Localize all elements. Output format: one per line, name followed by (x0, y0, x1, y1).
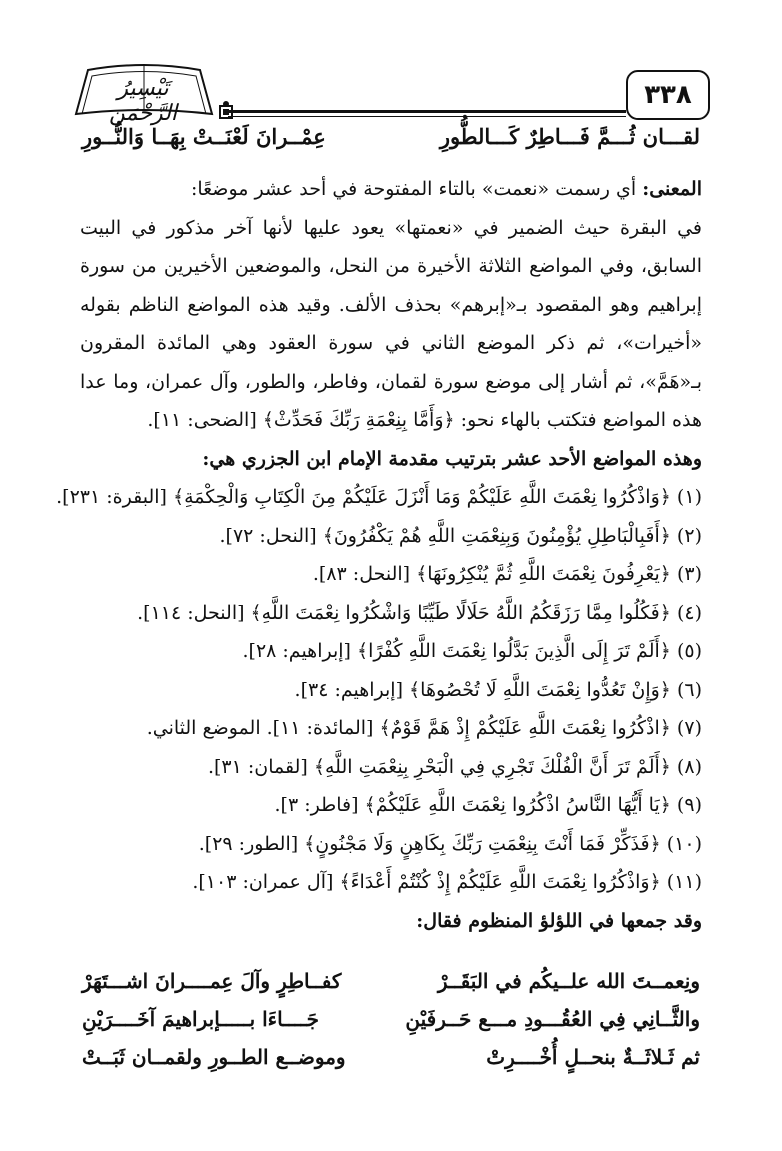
list-item: (١٠) ﴿فَذَكِّرْ فَمَا أَنْتَ بِنِعْمَتِ رَبِّكَ بِكَاهِنٍ وَلَا مَجْنُونٍ﴾ [الطور: ٢٩]. (198, 832, 702, 855)
list-item: (٧) ﴿اذْكُرُوا نِعْمَتَ اللَّهِ عَلَيْكُمْ إِذْ هَمَّ قَوْمٌ﴾ [المائدة: ١١]. الموضع الثاني. (146, 717, 702, 739)
header-rule-thin (228, 116, 626, 117)
explanation-paragraph: في البقرة حيث الضمير في «نعمتها» يعود عليها لأنها آخر مذكور في البيت السابق، وفي المواضع الثلاثة الأخيرة من النحل، والموضعين الأخيرين من سورة إبراهيم وهو المقصود بـ«إبرهم» بحذف الألف. وقيد هذه المواضع الناظم بقوله «أخيرات»، ثم ذكر الموضع الثاني في سورة العقود وهي المائدة المقرون بـ«هَمَّ»، ثم أشار إلى موضع سورة لقمان، وفاطر، والطور، وآل عمران، وما عدا هذه المواضع فتكتب بالهاء نحو: ﴿وَأَمَّا بِنِعْمَةِ رَبِّكَ فَحَدِّثْ﴾ [الضحى: ١١]. (80, 216, 702, 431)
list-item: (٨) ﴿أَلَمْ تَرَ أَنَّ الْفُلْكَ تَجْرِي فِي الْبَحْرِ بِنِعْمَتِ اللَّهِ﴾ [لقمان: ٣١]. (207, 755, 702, 778)
poem-hemistich-right: والثَّــانِي فِي العُقُـــودِ مـــع حَــرفَيْنِ (405, 1007, 700, 1031)
meaning-text: أي رسمت «نعمت» بالتاء المفتوحة في أحد عشر موضعًا: (190, 178, 637, 200)
list-item: (٦) ﴿وَإِنْ تَعُدُّوا نِعْمَتَ اللَّهِ لَا تُحْصُوهَا﴾ [إبراهيم: ٣٤]. (294, 678, 702, 701)
main-content (56, 170, 702, 940)
list-item: (٤) ﴿فَكُلُوا مِمَّا رَزَقَكُمُ اللَّهُ حَلَالًا طَيِّبًا وَاشْكُرُوا نِعْمَتَ اللَّهِ﴾ [النحل: ١١٤]. (137, 601, 702, 624)
poem-row (82, 1000, 700, 1038)
page-number: ٣٣٨ (626, 70, 710, 120)
list-item: (٢) ﴿أَفَبِالْبَاطِلِ يُؤْمِنُونَ وَبِنِعْمَتِ اللَّهِ هُمْ يَكْفُرُونَ﴾ [النحل: ٧٢]. (219, 524, 702, 547)
poem-hemistich-right: ونِعمــتَ الله علــيكُم في البَقَــرْ (437, 969, 700, 993)
poem-hemistich-left: جَــــاءَا بـــــإبراهيمَ آخَــــرَيْنِ (82, 1007, 319, 1031)
book-title: تَيْسِيرُ الرَّحْمَن (108, 76, 178, 126)
top-verse (82, 124, 700, 162)
top-verse-right: لقـــان ثُـــمَّ فَـــاطِرٌ كَـــالطُّورِ (439, 124, 700, 149)
list-item: (٥) ﴿أَلَمْ تَرَ إِلَى الَّذِينَ بَدَّلُوا نِعْمَتَ اللَّهِ كُفْرًا﴾ [إبراهيم: ٢٨]. (242, 640, 702, 662)
positions-list (56, 478, 702, 902)
meaning-paragraph (80, 170, 702, 209)
page-header (70, 62, 710, 126)
poem (82, 962, 700, 1076)
poem-row (82, 1038, 700, 1076)
list-item: (١) ﴿وَاذْكُرُوا نِعْمَتَ اللَّهِ عَلَيْكُمْ وَمَا أَنْزَلَ عَلَيْكُمْ مِنَ الْكِتَابِ وَالْحِكْمَةِ﴾ [البقرة: ٢٣١]. (56, 486, 702, 508)
meaning-label: المعنى: (642, 178, 702, 200)
poem-hemistich-right: ثم ثَـلاثَــةٌ بنحــلٍ أُخْــــرِتْ (486, 1045, 700, 1069)
list-item: (١١) ﴿وَاذْكُرُوا نِعْمَتَ اللَّهِ عَلَيْكُمْ إِذْ كُنْتُمْ أَعْدَاءً﴾ [آل عمران: ١٠٣]. (192, 871, 702, 893)
poem-row (82, 962, 700, 1000)
poem-hemistich-left: كفــاطِرٍ وآلَ عِمــــرانَ اشـــتَهَرْ (82, 969, 342, 993)
top-verse-left: عِمْــرانَ لَعْنَــتْ بِهَــا وَالنُّــورِ (82, 124, 326, 149)
header-rule (228, 110, 626, 113)
list-item: (٣) ﴿يَعْرِفُونَ نِعْمَتَ اللَّهِ ثُمَّ يُنْكِرُونَهَا﴾ [النحل: ٨٣]. (312, 563, 702, 585)
list-intro: وهذه المواضع الأحد عشر بترتيب مقدمة الإمام ابن الجزري هي: (202, 447, 702, 470)
poem-intro: وقد جمعها في اللؤلؤ المنظوم فقال: (416, 909, 702, 932)
poem-hemistich-left: وموضــع الطــورِ ولقمــان ثَبَــتْ (82, 1045, 346, 1069)
list-item: (٩) ﴿يَا أَيُّهَا النَّاسُ اذْكُرُوا نِعْمَتَ اللَّهِ عَلَيْكُمْ﴾ [فاطر: ٣]. (274, 794, 702, 816)
